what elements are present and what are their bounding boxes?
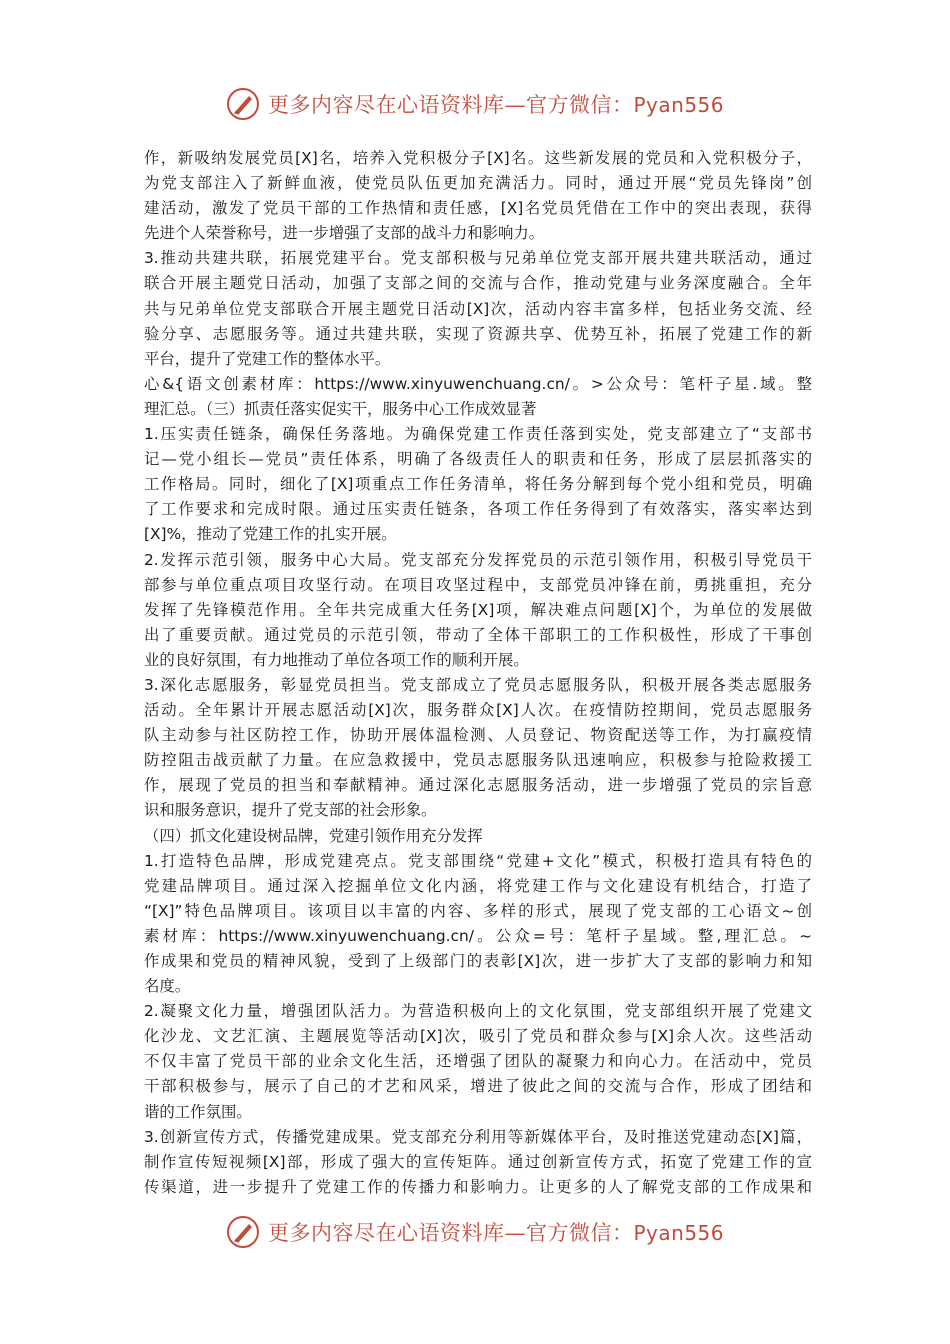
text-line: 党建品牌项目。通过深入挖掘单位文化内涵，将党建工作与文化建设有机结合，打造了: [144, 876, 812, 895]
text-line: 共与兄弟单位党支部联合开展主题党日活动[X]次，活动内容丰富多样，包括业务交流、经: [144, 299, 812, 318]
text-line: 2.发挥示范引领，服务中心大局。党支部充分发挥党员的示范引领作用，积极引导党员干: [144, 550, 812, 569]
text-line: 3.深化志愿服务，彰显党员担当。党支部成立了党员志愿服务队，积极开展各类志愿服务: [144, 675, 812, 694]
pen-logo-icon: [226, 87, 260, 121]
text-line: 平台，提升了党建工作的整体水平。: [144, 349, 391, 368]
text-line: （四）抓文化建设树品牌，党建引领作用充分发挥: [144, 826, 483, 845]
text-line: 理汇总。（三）抓责任落实促实干，服务中心工作成效显著: [144, 399, 537, 418]
document-body: [144, 146, 812, 1200]
text-line: 干部积极参与，展示了自己的才艺和风采，增进了彼此之间的交流与合作，形成了团结和: [144, 1077, 812, 1096]
text-line: 制作宣传短视频[X]部，形成了强大的宣传矩阵。通过创新宣传方式，拓宽了党建工作的宣: [144, 1152, 812, 1171]
text-line: 队主动参与社区防控工作，协助开展体温检测、人员登记、物资配送等工作，为打赢疫情: [144, 726, 812, 745]
text-line: 验分享、志愿服务等。通过共建共联，实现了资源共享、优势互补，拓展了党建工作的新: [144, 324, 812, 343]
pen-logo-icon: [226, 1215, 260, 1249]
text-line: 3.推动共建共联，拓展党建平台。党支部积极与兄弟单位党支部开展共建共联活动，通过: [144, 249, 812, 268]
text-line: 建活动，激发了党员干部的工作热情和责任感，[X]名党员凭借在工作中的突出表现，获得: [144, 199, 812, 218]
text-line: 谐的工作氛围。: [144, 1102, 252, 1121]
watermark-code: Pyan556: [633, 93, 724, 117]
text-line: 联合开展主题党日活动，加强了支部之间的交流与合作，推动党建与业务深度融合。全年: [144, 274, 812, 293]
text-line: 工作格局。同时，细化了[X]项重点工作任务清单，将任务分解到每个党小组和党员，明确: [144, 475, 812, 494]
text-line: 3.创新宣传方式，传播党建成果。党支部充分利用等新媒体平台，及时推送党建动态[X]篇，: [144, 1127, 812, 1146]
text-line: 防控阻击战贡献了力量。在应急救援中，党员志愿服务队迅速响应，积极参与抢险救援工: [144, 751, 812, 770]
text-line: 名度。: [144, 977, 191, 996]
text-line: 部参与单位重点项目攻坚行动。在项目攻坚过程中，支部党员冲锋在前，勇挑重担，充分: [144, 575, 812, 594]
footer-watermark: [0, 1212, 950, 1252]
text-line: 作，展现了党员的担当和奉献精神。通过深化志愿服务活动，进一步增强了党员的宗旨意: [144, 776, 812, 795]
text-line: 传渠道，进一步提升了党建工作的传播力和影响力。让更多的人了解党支部的工作成果和: [144, 1177, 812, 1196]
text-line: 1.打造特色品牌，形成党建亮点。党支部围绕“党建+文化”模式，积极打造具有特色的: [144, 851, 812, 870]
text-line: [X]%，推动了党建工作的扎实开展。: [144, 525, 397, 544]
header-watermark: [0, 84, 950, 124]
text-line: 先进个人荣誉称号，进一步增强了支部的战斗力和影响力。: [144, 224, 545, 243]
text-line: 了工作要求和完成时限。通过压实责任链条，各项工作任务得到了有效落实，落实率达到: [144, 500, 812, 519]
text-line: 化沙龙、文艺汇演、主题展览等活动[X]次，吸引了党员和群众参与[X]余人次。这些活动: [144, 1027, 812, 1046]
text-line: 出了重要贡献。通过党员的示范引领，带动了全体干部职工的工作积极性，形成了干事创: [144, 625, 812, 644]
text-line: 2.凝聚文化力量，增强团队活力。为营造积极向上的文化氛围，党支部组织开展了党建文: [144, 1002, 812, 1021]
watermark-text: 更多内容尽在心语资料库—官方微信：Pyan556: [267, 1221, 724, 1245]
text-line: 识和服务意识，提升了党支部的社会形象。: [144, 801, 437, 820]
text-line: 素材库：https://www.xinyuwenchuang.cn/。公众=号：笔杆子星域。整,理汇总。~: [144, 926, 812, 945]
text-line: 记—党小组长—党员”责任体系，明确了各级责任人的职责和任务，形成了层层抓落实的: [144, 450, 812, 469]
text-line: 不仅丰富了党员干部的业余文化生活，还增强了团队的凝聚力和向心力。在活动中，党员: [144, 1052, 812, 1071]
watermark-text: 更多内容尽在心语资料库—官方微信：Pyan556: [267, 93, 724, 117]
text-line: 作成果和党员的精神风貌，受到了上级部门的表彰[X]次，进一步扩大了支部的影响力和知: [144, 952, 812, 970]
text-line: 1.压实责任链条，确保任务落地。为确保党建工作责任落到实处，党支部建立了“支部书: [144, 425, 812, 444]
text-line: 为党支部注入了新鲜血液，使党员队伍更加充满活力。同时，通过开展“党员先锋岗”创: [144, 174, 812, 193]
text-line: 心&{语文创素材库：https://www.xinyuwenchuang.cn/。>公众号：笔杆子星.域。整: [144, 374, 812, 393]
text-line: “[X]”特色品牌项目。该项目以丰富的内容、多样的形式，展现了党支部的工心语文~创: [144, 901, 812, 920]
text-line: 业的良好氛围，有力地推动了单位各项工作的顺利开展。: [144, 650, 529, 669]
text-line: 发挥了先锋模范作用。全年共完成重大任务[X]项，解决难点问题[X]个，为单位的发展做: [144, 600, 812, 619]
text-line: 活动。全年累计开展志愿活动[X]次，服务群众[X]人次。在疫情防控期间，党员志愿服务: [144, 701, 812, 720]
text-line: 作，新吸纳发展党员[X]名，培养入党积极分子[X]名。这些新发展的党员和入党积极分子，: [144, 149, 812, 167]
watermark-code: Pyan556: [633, 1221, 724, 1245]
